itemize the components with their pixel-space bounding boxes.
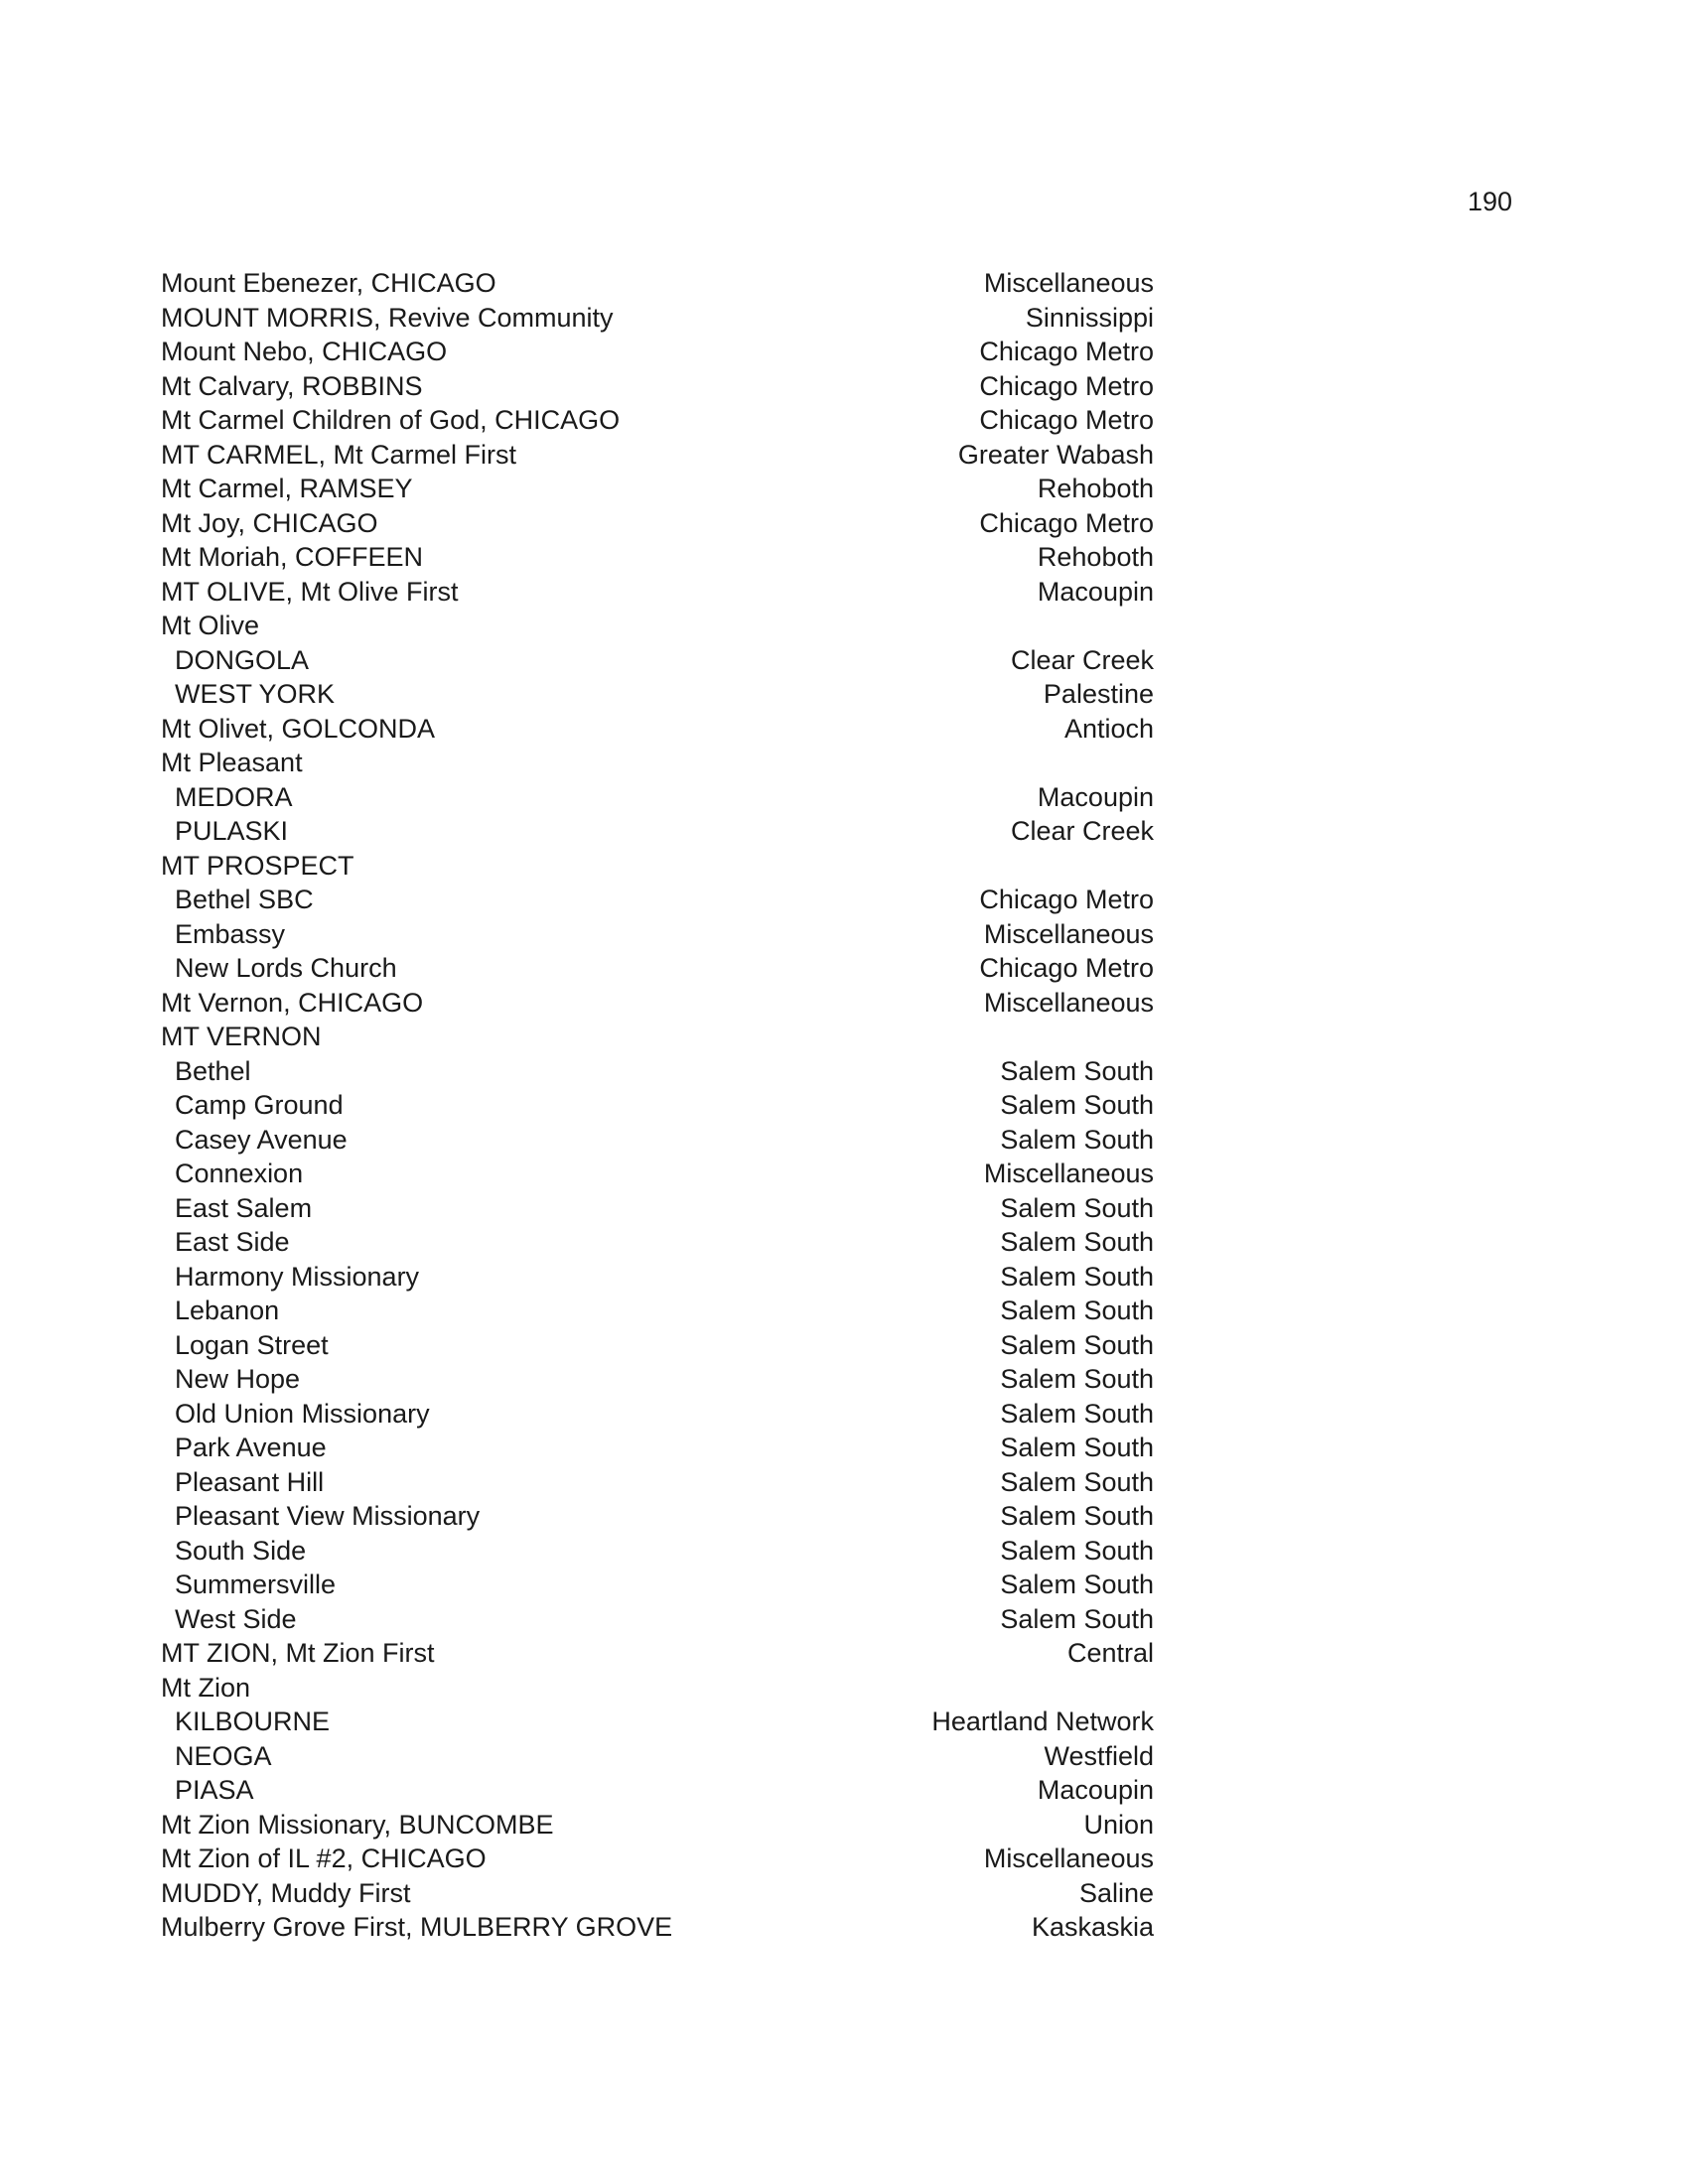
association-name: Miscellaneous <box>983 1159 1154 1188</box>
association-name: Salem South <box>1000 1296 1154 1325</box>
church-name: MT VERNON <box>161 1022 322 1051</box>
church-name: South Side <box>175 1535 307 1566</box>
church-name: MOUNT MORRIS, Revive Community <box>161 302 614 333</box>
church-name: Mount Nebo, CHICAGO <box>161 337 448 366</box>
church-name: Summersville <box>175 1570 337 1599</box>
church-name: Mt Zion of IL #2, CHICAGO <box>161 1843 487 1873</box>
association-column <box>894 266 1154 1945</box>
association-name: Salem South <box>1000 1364 1154 1394</box>
church-name: Mt Olivet, GOLCONDA <box>161 713 436 744</box>
church-name: Logan Street <box>175 1329 329 1360</box>
association-name: Salem South <box>1000 1570 1154 1599</box>
association-name: Salem South <box>1000 1227 1154 1257</box>
association-name: Central <box>1066 1638 1154 1668</box>
association-name: Clear Creek <box>1010 644 1154 675</box>
church-name: Pleasant Hill <box>175 1466 325 1497</box>
church-name: KILBOURNE <box>175 1706 331 1736</box>
association-name: Salem South <box>1000 1261 1154 1292</box>
association-name: Chicago Metro <box>979 405 1154 435</box>
church-name: New Hope <box>175 1364 301 1394</box>
association-name: Westfield <box>1044 1740 1154 1771</box>
association-name: Salem South <box>1000 1055 1154 1086</box>
association-name: Chicago Metro <box>979 370 1154 401</box>
association-name: Macoupin <box>1037 781 1154 812</box>
church-name: Old Union Missionary <box>175 1398 430 1429</box>
association-name: Greater Wabash <box>957 439 1154 470</box>
church-name: MT OLIVE, Mt Olive First <box>161 576 459 607</box>
church-name: Mt Calvary, ROBBINS <box>161 370 423 401</box>
church-name: MT ZION, Mt Zion First <box>161 1638 435 1668</box>
association-blank <box>894 849 1154 884</box>
church-name: Pleasant View Missionary <box>175 1501 481 1531</box>
church-name: Mt Vernon, CHICAGO <box>161 987 424 1018</box>
association-name: Saline <box>1078 1877 1154 1908</box>
association-name: Union <box>1083 1809 1154 1840</box>
church-name: MEDORA <box>175 781 293 812</box>
association-name: Chicago Metro <box>979 953 1154 983</box>
association-name: Miscellaneous <box>983 268 1154 298</box>
church-name: Lebanon <box>175 1296 280 1325</box>
church-name: Camp Ground <box>175 1090 344 1120</box>
church-name: PIASA <box>175 1775 254 1805</box>
association-name: Salem South <box>1000 1090 1154 1120</box>
page-number: 190 <box>1468 187 1513 216</box>
church-name: DONGOLA <box>175 644 310 675</box>
association-name: Rehoboth <box>1037 474 1154 503</box>
association-name: Palestine <box>1043 679 1154 709</box>
church-name: Park Avenue <box>175 1433 327 1462</box>
church-name: Mt Olive <box>161 611 260 640</box>
association-name: Salem South <box>1000 1501 1154 1531</box>
church-name: Mt Zion Missionary, BUNCOMBE <box>161 1809 554 1840</box>
association-blank <box>894 746 1154 780</box>
association-name: Heartland Network <box>931 1706 1154 1736</box>
association-name: Salem South <box>1000 1192 1154 1223</box>
church-name: Mt Carmel, RAMSEY <box>161 474 413 503</box>
church-name: West Side <box>175 1603 297 1634</box>
association-name: Salem South <box>1000 1433 1154 1462</box>
church-name: Bethel SBC <box>175 885 314 914</box>
association-name: Macoupin <box>1037 1775 1154 1805</box>
association-name: Miscellaneous <box>983 1843 1154 1873</box>
association-name: Antioch <box>1063 713 1154 744</box>
church-name: Mount Ebenezer, CHICAGO <box>161 268 496 298</box>
church-name: Bethel <box>175 1055 251 1086</box>
church-name: Embassy <box>175 918 286 949</box>
church-name: New Lords Church <box>175 953 397 983</box>
association-name: Sinnissippi <box>1025 302 1154 333</box>
association-name: Salem South <box>1000 1466 1154 1497</box>
association-name: Chicago Metro <box>979 885 1154 914</box>
church-name: Mt Moriah, COFFEEN <box>161 542 424 572</box>
church-name: PULASKI <box>175 816 289 846</box>
association-name: Miscellaneous <box>983 918 1154 949</box>
church-name: MUDDY, Muddy First <box>161 1877 411 1908</box>
church-name: Casey Avenue <box>175 1124 348 1155</box>
association-name: Salem South <box>1000 1124 1154 1155</box>
association-name: Salem South <box>1000 1603 1154 1634</box>
church-name-column <box>161 266 672 1945</box>
church-name: MT CARMEL, Mt Carmel First <box>161 439 517 470</box>
association-name: Kaskaskia <box>1031 1912 1154 1942</box>
association-name: Chicago Metro <box>979 337 1154 366</box>
association-blank <box>894 1671 1154 1706</box>
church-name: MT PROSPECT <box>161 850 354 881</box>
church-name: WEST YORK <box>175 679 336 709</box>
association-name: Chicago Metro <box>979 507 1154 538</box>
association-name: Miscellaneous <box>983 987 1154 1018</box>
association-blank <box>894 1020 1154 1054</box>
church-name: Mt Joy, CHICAGO <box>161 507 378 538</box>
association-name: Rehoboth <box>1037 542 1154 572</box>
association-name: Salem South <box>1000 1398 1154 1429</box>
church-name: East Salem <box>175 1192 313 1223</box>
church-name: Mt Carmel Children of God, CHICAGO <box>161 405 621 435</box>
association-name: Salem South <box>1000 1535 1154 1566</box>
church-name: NEOGA <box>175 1740 272 1771</box>
church-name: Mt Pleasant <box>161 748 303 777</box>
association-name: Macoupin <box>1037 576 1154 607</box>
association-name: Salem South <box>1000 1329 1154 1360</box>
church-name: East Side <box>175 1227 290 1257</box>
church-name: Harmony Missionary <box>175 1261 420 1292</box>
church-name: Mt Zion <box>161 1672 251 1703</box>
association-blank <box>894 609 1154 643</box>
association-name: Clear Creek <box>1010 816 1154 846</box>
church-name: Connexion <box>175 1159 304 1188</box>
church-name: Mulberry Grove First, MULBERRY GROVE <box>161 1912 673 1942</box>
